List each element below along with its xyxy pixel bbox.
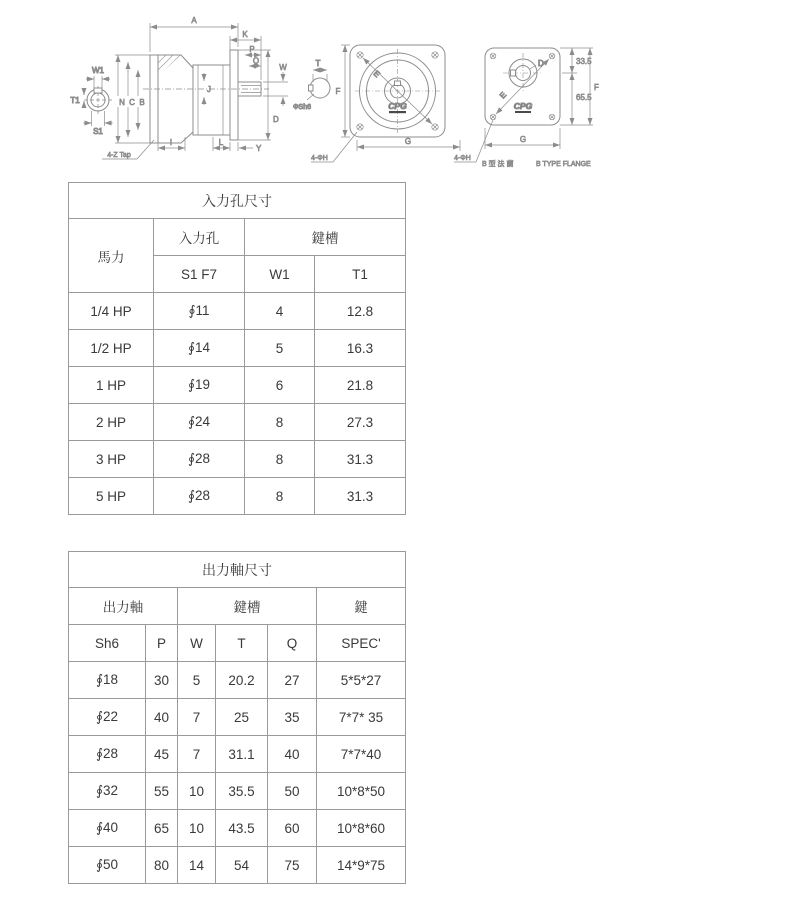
dim-label-p: P	[249, 45, 255, 54]
cell-w: 5	[178, 662, 216, 699]
col-header-keyway: 鍵槽	[245, 219, 406, 256]
bolt-holes-label: 4-ΦH	[454, 155, 471, 162]
header-row-2	[69, 625, 406, 662]
cell-p: 45	[146, 736, 178, 773]
cell-w1: 8	[245, 441, 315, 478]
table-row	[69, 367, 406, 404]
cell-q: 60	[268, 810, 317, 847]
front-housing	[350, 45, 445, 137]
cell-spec: 10*8*60	[317, 810, 406, 847]
col-header-q: Q	[268, 625, 317, 662]
dim-label-g: G	[519, 135, 527, 144]
cell-spec: 7*7* 35	[317, 699, 406, 736]
table-title-row	[69, 552, 406, 588]
dim-label-d: D	[273, 115, 279, 124]
input-bore-section	[70, 66, 112, 136]
cpg-logo: CPG	[513, 101, 533, 111]
dim-label-t1: T1	[70, 96, 80, 105]
dim-label-q: Q	[252, 56, 260, 66]
dim-label-e: E	[497, 90, 509, 101]
cell-t1: 16.3	[315, 330, 406, 367]
cell-q: 75	[268, 847, 317, 884]
cell-t: 20.2	[216, 662, 268, 699]
cell-t1: 27.3	[315, 404, 406, 441]
table-row	[69, 330, 406, 367]
table-row	[69, 662, 406, 699]
dim-label-f: F	[594, 83, 599, 92]
tap-callout-label: 4-Z Tap	[107, 152, 131, 159]
cell-t: 31.1	[216, 736, 268, 773]
cell-t1: 31.3	[315, 478, 406, 515]
cell-p: 55	[146, 773, 178, 810]
col-header-t: T	[216, 625, 268, 662]
cell-hp: 1/2 HP	[69, 330, 154, 367]
col-header-s1f7: S1 F7	[154, 256, 245, 293]
output-shaft-table	[68, 551, 406, 884]
cell-spec: 14*9*75	[317, 847, 406, 884]
table-row	[69, 773, 406, 810]
input-hole-table	[68, 182, 406, 515]
dim-label-w1: W1	[92, 66, 104, 75]
shaft-diameter-label: ΦSh6	[292, 104, 312, 111]
cell-q: 50	[268, 773, 317, 810]
dim-label-i: I	[169, 138, 173, 147]
dim-label-a: A	[191, 16, 197, 25]
side-view-drawing	[55, 10, 345, 170]
cell-w: 10	[178, 773, 216, 810]
cell-q: 35	[268, 699, 317, 736]
cell-t1: 21.8	[315, 367, 406, 404]
cell-spec: 10*8*50	[317, 773, 406, 810]
output-table-title: 出力軸尺寸	[69, 552, 406, 588]
cell-hp: 1/4 HP	[69, 293, 154, 330]
table-row	[69, 441, 406, 478]
cell-sh6: ∮28	[69, 736, 146, 773]
cell-hp: 5 HP	[69, 478, 154, 515]
table-row	[69, 699, 406, 736]
dim-label-t: T	[315, 59, 321, 68]
col-header-keyway: 鍵槽	[178, 588, 317, 625]
cell-s1f7: ∮28	[154, 478, 245, 515]
dim-label-g: G	[404, 137, 412, 146]
side-view-dimensions	[102, 16, 288, 159]
cell-w: 7	[178, 699, 216, 736]
col-header-w: W	[178, 625, 216, 662]
table-row	[69, 478, 406, 515]
cell-s1f7: ∮19	[154, 367, 245, 404]
cell-sh6: ∮32	[69, 773, 146, 810]
col-header-output-shaft: 出力軸	[69, 588, 178, 625]
dim-label-w: W	[279, 63, 287, 72]
table-row	[69, 810, 406, 847]
dim-label-33-5: 33.5	[576, 57, 592, 66]
cell-t1: 12.8	[315, 293, 406, 330]
col-header-spec: SPEC'	[317, 625, 406, 662]
table-row	[69, 293, 406, 330]
dim-label-l: L	[218, 138, 224, 147]
cell-spec: 7*7*40	[317, 736, 406, 773]
cell-p: 40	[146, 699, 178, 736]
dim-label-e: E	[371, 68, 382, 80]
cell-w1: 8	[245, 404, 315, 441]
dim-label-d: D	[538, 59, 544, 68]
b-type-flange-drawing	[450, 20, 650, 180]
col-header-key: 鍵	[317, 588, 406, 625]
cell-t: 25	[216, 699, 268, 736]
cpg-logo-tagline	[389, 111, 406, 113]
cell-w: 7	[178, 736, 216, 773]
gearbox-body	[143, 50, 269, 143]
cell-q: 40	[268, 736, 317, 773]
cell-sh6: ∮40	[69, 810, 146, 847]
cell-sh6: ∮18	[69, 662, 146, 699]
header-row-1	[69, 588, 406, 625]
dim-label-j: J	[207, 85, 211, 94]
col-header-input-hole: 入力孔	[154, 219, 245, 256]
table-row	[69, 404, 406, 441]
flange-plate	[485, 48, 560, 125]
dim-label-c: C	[129, 98, 135, 107]
cell-s1f7: ∮14	[154, 330, 245, 367]
cell-p: 65	[146, 810, 178, 847]
col-header-sh6: Sh6	[69, 625, 146, 662]
col-header-w1: W1	[245, 256, 315, 293]
cell-p: 30	[146, 662, 178, 699]
cell-hp: 2 HP	[69, 404, 154, 441]
table-row	[69, 847, 406, 884]
dim-label-y: Y	[256, 144, 262, 153]
cell-w: 10	[178, 810, 216, 847]
cell-sh6: ∮22	[69, 699, 146, 736]
dim-label-s1: S1	[93, 127, 103, 136]
cell-w1: 4	[245, 293, 315, 330]
flange-caption-zh: B 型 法 蘭	[482, 161, 514, 168]
dim-label-b: B	[139, 98, 145, 107]
dim-label-k: K	[242, 30, 248, 39]
cpg-logo: CPG	[388, 101, 407, 111]
cell-w1: 6	[245, 367, 315, 404]
cell-hp: 1 HP	[69, 367, 154, 404]
dim-label-65-5: 65.5	[576, 93, 592, 102]
cpg-logo-tagline	[515, 111, 531, 113]
cell-s1f7: ∮24	[154, 404, 245, 441]
cell-s1f7: ∮28	[154, 441, 245, 478]
col-header-hp: 馬力	[69, 219, 154, 293]
header-row-1	[69, 219, 406, 256]
cell-w1: 8	[245, 478, 315, 515]
col-header-p: P	[146, 625, 178, 662]
cell-w: 14	[178, 847, 216, 884]
input-table-title: 入力孔尺寸	[69, 183, 406, 219]
cell-t: 54	[216, 847, 268, 884]
col-header-t1: T1	[315, 256, 406, 293]
table-row	[69, 736, 406, 773]
cell-t: 35.5	[216, 773, 268, 810]
cell-hp: 3 HP	[69, 441, 154, 478]
cell-q: 27	[268, 662, 317, 699]
cell-s1f7: ∮11	[154, 293, 245, 330]
cell-t: 43.5	[216, 810, 268, 847]
cell-t1: 31.3	[315, 441, 406, 478]
dim-label-f: F	[335, 87, 341, 96]
cell-p: 80	[146, 847, 178, 884]
cell-sh6: ∮50	[69, 847, 146, 884]
bolt-holes-label: 4-ΦH	[311, 155, 328, 162]
cell-w1: 5	[245, 330, 315, 367]
flange-caption-en: B TYPE FLANGE	[536, 161, 591, 168]
dim-label-n: N	[119, 98, 125, 107]
table-title-row	[69, 183, 406, 219]
cell-spec: 5*5*27	[317, 662, 406, 699]
